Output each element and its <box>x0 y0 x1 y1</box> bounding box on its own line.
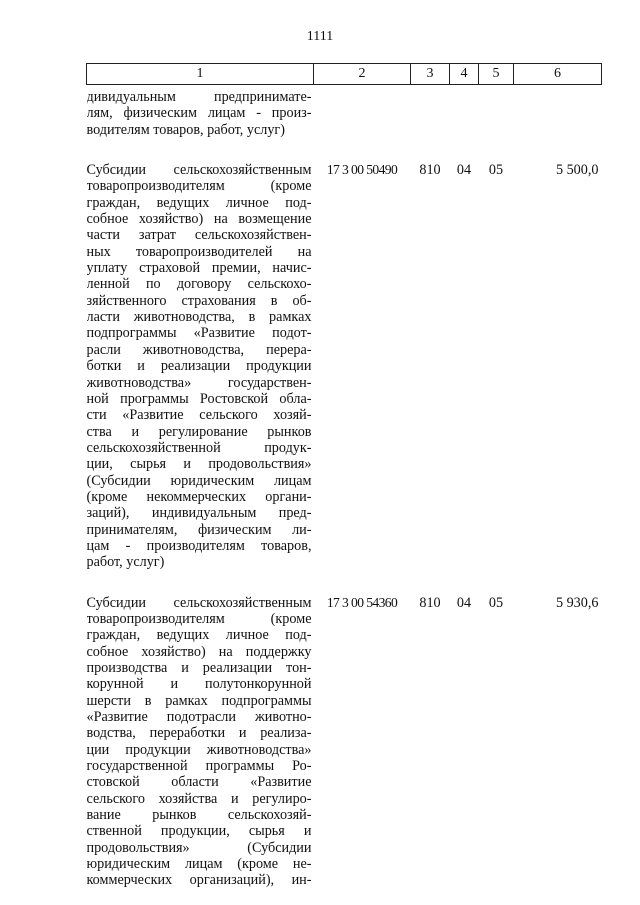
description-line: «Развитие подотрасли животно- <box>86 709 312 726</box>
row-code-cell: 17 3 00 50490 <box>326 162 398 178</box>
row-expense-type-cell <box>411 85 450 149</box>
row-amount-cell <box>514 85 602 149</box>
description-line: ственной продукции, сырья и <box>86 823 312 840</box>
description-line: производства и реализации тон- <box>86 660 312 676</box>
description-line: граждан, ведущих личное под- <box>86 194 312 211</box>
row-subsection-cell: 05 <box>488 162 504 179</box>
description-line: ботки и реализации продукции <box>86 358 312 375</box>
description-line: водителям товаров, работ, услуг) <box>86 121 285 138</box>
description-line: уплату страховой премии, начис- <box>86 260 312 277</box>
description-line: ства и регулирование рынков <box>86 423 312 440</box>
description-line: лям, физическим лицам - произ- <box>86 105 312 122</box>
column-header: 3 <box>411 64 450 85</box>
description-line: собное хозяйство) на поддержку <box>86 643 312 660</box>
description-line: ции продукции животноводства» <box>86 741 312 758</box>
description-line: товаропроизводителям (кроме <box>86 610 312 627</box>
description-line: юридическим лицам (кроме не- <box>86 856 312 873</box>
description-line: стовской области «Развитие <box>86 774 312 791</box>
description-line: граждан, ведущих личное под- <box>86 627 312 644</box>
description-line: корунной и полутонкорунной <box>86 676 312 693</box>
row-amount-cell: 5 500,0 <box>555 162 599 179</box>
table-row <box>87 148 602 581</box>
row-section-cell: 04 <box>456 594 472 611</box>
table-row <box>87 85 602 149</box>
description-line: шерсти в рамках подпрограммы <box>86 692 312 709</box>
budget-table <box>86 63 602 889</box>
row-amount-cell: 5 930,6 <box>555 594 599 611</box>
row-description <box>87 85 314 149</box>
table-row <box>87 581 602 889</box>
column-header: 4 <box>450 64 479 85</box>
row-description <box>87 581 314 889</box>
description-line: заций), индивидуальным пред- <box>86 505 312 522</box>
description-line: принимателям, физическим ли- <box>86 521 312 538</box>
description-line: сти «Развитие сельского хозяй- <box>86 407 312 424</box>
column-header: 2 <box>314 64 411 85</box>
description-line: ции, сырья и продовольствия» <box>86 456 312 473</box>
description-line: Субсидии сельскохозяйственным <box>86 594 312 611</box>
description-line: ной программы Ростовской обла- <box>86 390 312 407</box>
description-line: зяйственного страхования в об- <box>86 292 312 309</box>
row-code-cell: 17 3 00 54360 <box>326 594 398 610</box>
description-line: работ, услуг) <box>86 554 165 571</box>
page-number: 1111 <box>306 29 334 44</box>
row-expense-type-cell: 810 <box>419 594 441 611</box>
row-expense-type-cell: 810 <box>419 162 441 179</box>
row-section-cell <box>450 85 479 149</box>
description-line: собное хозяйство) на возмещение <box>86 211 312 228</box>
description-line: сельского хозяйства и регулиро- <box>86 790 312 807</box>
description-line: ласти животноводства, в рамках <box>86 309 312 326</box>
description-line: государственной программы Ро- <box>86 758 312 775</box>
description-line: Субсидии сельскохозяйственным <box>86 162 312 179</box>
table-header-row <box>87 64 602 85</box>
description-line: сельскохозяйственной продук- <box>86 439 312 456</box>
description-line: подпрограммы «Развитие подот- <box>86 325 312 342</box>
row-description <box>87 148 314 581</box>
description-line: части затрат сельскохозяйствен- <box>86 227 312 244</box>
description-line: цам - производителям товаров, <box>86 537 312 554</box>
description-line: (Субсидии юридическим лицам <box>86 472 312 489</box>
description-line: вание рынков сельскохозяй- <box>86 807 312 824</box>
description-line: водства, переработки и реализа- <box>86 725 312 742</box>
description-line: (кроме некоммерческих органи- <box>86 488 312 505</box>
description-line: расли животноводства, перера- <box>86 341 312 358</box>
column-header: 6 <box>514 64 602 85</box>
column-header: 5 <box>479 64 514 85</box>
description-line: животноводства» государствен- <box>86 374 312 391</box>
description-line: товаропроизводителям (кроме <box>86 178 312 195</box>
column-header: 1 <box>87 64 314 85</box>
row-subsection-cell <box>479 85 514 149</box>
row-code-cell <box>314 85 411 149</box>
description-line: коммерческих организаций), ин- <box>86 872 312 889</box>
row-section-cell: 04 <box>456 162 472 179</box>
description-line: ленной по договору сельскохо- <box>86 276 312 293</box>
description-line: дивидуальным предпринимате- <box>86 89 312 105</box>
description-line: продовольствия» (Субсидии <box>86 839 312 856</box>
table-body <box>87 85 602 889</box>
row-subsection-cell: 05 <box>488 594 504 611</box>
description-line: ных товаропроизводителей на <box>86 243 312 260</box>
